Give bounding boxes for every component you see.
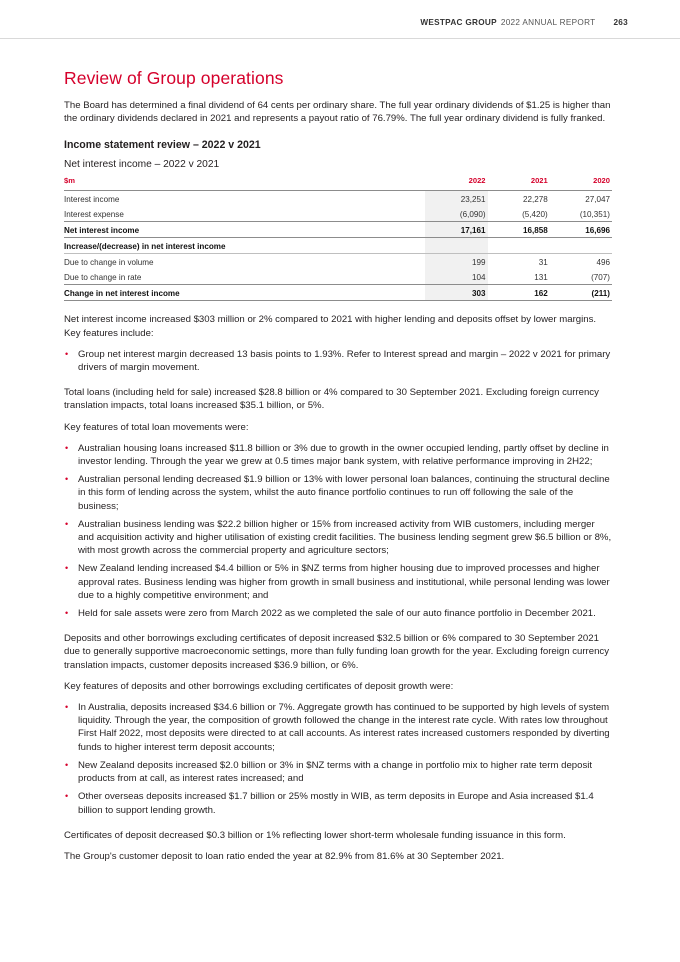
row-label: Net interest income <box>64 222 425 238</box>
cell-value <box>550 238 612 254</box>
cell-value: 16,858 <box>488 222 550 238</box>
cell-value: 27,047 <box>585 194 610 204</box>
list-item: • Australian housing loans increased $11.8 billion or 3% due to growth in the owner occupied lending, partly offset by decline in investor lending. Through the year we grew at 0.5 times major bank system, with relative performance improving in 2H22; <box>64 442 612 468</box>
page-title: Review of Group operations <box>64 68 284 88</box>
list-item: • In Australia, deposits increased $34.6 billion or 7%. Aggregate growth has continued to be supported by high levels of system liquidity. Through the year, the composition of growth followed the change in the interest rate cycle. With rates low throughout First Half 2022, most deposits were directed to at call accounts. As interest rates increased customers responded by diverting funds to higher interest term deposit accounts; <box>64 701 612 754</box>
loans-key-features: Key features of total loan movements were: <box>64 421 249 433</box>
cell-value: (5,420) <box>522 209 548 219</box>
deposits-bullet-list <box>64 701 612 817</box>
cell-value: (6,090) <box>425 206 487 222</box>
page-header <box>420 18 628 27</box>
cell-value: (707) <box>591 272 610 282</box>
table-total-row <box>64 285 612 301</box>
net-interest-income-table <box>64 176 612 301</box>
page-number: 263 <box>613 18 628 27</box>
section-heading: Income statement review – 2022 v 2021 <box>64 139 261 152</box>
cell-value: 23,251 <box>425 191 487 207</box>
nii-paragraph: Net interest income increased $303 million or 2% compared to 2021 with higher lending and deposits offset by lower margins. Key features include: <box>64 314 597 339</box>
loans-paragraph: Total loans (including held for sale) increased $28.8 billion or 4% compared to 30 September 2021. Excluding foreign currency translation impacts, total loans increased $35.1 billion, or 5%. <box>64 387 599 412</box>
loans-bullet-list <box>64 442 612 620</box>
header-report: 2022 ANNUAL REPORT <box>500 18 596 27</box>
row-label: Interest expense <box>64 209 124 219</box>
main-content <box>64 68 612 871</box>
list-item: • New Zealand lending increased $4.4 billion or 5% in $NZ terms from higher housing due to improved processes and higher approval rates. Business lending was higher from growth in small business and institutional, while personal lending was lower due to a highly competitive environment; and <box>64 562 612 602</box>
deposits-key-features: Key features of deposits and other borrowings excluding certificates of deposit growth were: <box>64 680 454 692</box>
cell-value: (211) <box>550 285 612 301</box>
table-row <box>64 269 612 285</box>
cell-value: 496 <box>550 254 612 270</box>
certificates-paragraph: Certificates of deposit decreased $0.3 billion or 1% reflecting lower short-term wholesale funding issuance in this form. <box>64 829 566 841</box>
nii-bullet-list <box>64 348 612 374</box>
deposit-ratio-paragraph: The Group's customer deposit to loan ratio ended the year at 82.9% from 81.6% at 30 September 2021. <box>64 850 505 862</box>
table-row <box>64 191 612 207</box>
column-header: $m <box>64 176 425 191</box>
column-header: 2022 <box>425 176 487 191</box>
header-brand: WESTPAC GROUP <box>420 18 497 27</box>
cell-value <box>488 238 550 254</box>
table-row <box>64 254 612 270</box>
list-item: • Held for sale assets were zero from March 2022 as we completed the sale of our auto finance portfolio in December 2021. <box>64 607 612 620</box>
cell-value: 31 <box>488 254 550 270</box>
row-label: Change in net interest income <box>64 285 425 301</box>
cell-value: 22,278 <box>522 194 548 204</box>
column-header: 2020 <box>550 176 612 191</box>
row-label: Increase/(decrease) in net interest income <box>64 241 226 251</box>
cell-value: 104 <box>425 269 487 285</box>
cell-value: 131 <box>534 272 548 282</box>
row-label: Interest income <box>64 194 120 204</box>
header-divider <box>0 38 680 39</box>
list-item: • New Zealand deposits increased $2.0 billion or 3% in $NZ terms with a change in portfolio mix to higher rate term deposit products from at call, as interest rates increased; and <box>64 759 612 785</box>
row-label: Due to change in volume <box>64 254 425 270</box>
cell-value: 162 <box>488 285 550 301</box>
list-item: • Other overseas deposits increased $1.7 billion or 25% mostly in WIB, as term deposits in Europe and Asia increased $1.4 billion to support lending growth. <box>64 790 612 816</box>
list-item: • Australian personal lending decreased $1.9 billion or 13% with lower personal loan balances, continuing the structural decline in this form of lending across the system, whilst the auto finance portfolio continues to run off following the sale of the business; <box>64 473 612 513</box>
list-item: • Group net interest margin decreased 13 basis points to 1.93%. Refer to Interest spread and margin – 2022 v 2021 for primary drivers of margin movement. <box>64 348 612 374</box>
column-header: 2021 <box>488 176 550 191</box>
cell-value: 303 <box>425 285 487 301</box>
table-heading: Net interest income – 2022 v 2021 <box>64 159 220 171</box>
table-subheading-row <box>64 238 612 254</box>
cell-value: 199 <box>425 254 487 270</box>
table-row <box>64 206 612 222</box>
table-header-row <box>64 176 612 191</box>
row-label: Due to change in rate <box>64 272 142 282</box>
cell-value: 17,161 <box>425 222 487 238</box>
intro-paragraph: The Board has determined a final dividend of 64 cents per ordinary share. The full year ordinary dividends of $1.25 is higher than the ordinary dividends declared in 2021 and represents a payout ratio of 76.79%. The full year ordinary dividend is fully franked. <box>64 100 611 125</box>
table-total-row <box>64 222 612 238</box>
cell-value: (10,351) <box>579 209 610 219</box>
list-item: • Australian business lending was $22.2 billion higher or 15% from increased activity from WIB customers, including merger and acquisition activity and higher utilisation of existing credit facilities. The business lending segment grew $6.5 billion or 8%, with most growth across the commercial property and agriculture sectors; <box>64 518 612 558</box>
cell-value <box>425 238 487 254</box>
cell-value: 16,696 <box>550 222 612 238</box>
deposits-paragraph: Deposits and other borrowings excluding certificates of deposit increased $32.5 billion or 6% compared to 30 September 2021 due to generally supportive macroeconomic settings, more than fully funding loan growth for the year. Excluding foreign currency translation impacts, customer deposits increased $36.9 billion, or 6%. <box>64 633 610 671</box>
